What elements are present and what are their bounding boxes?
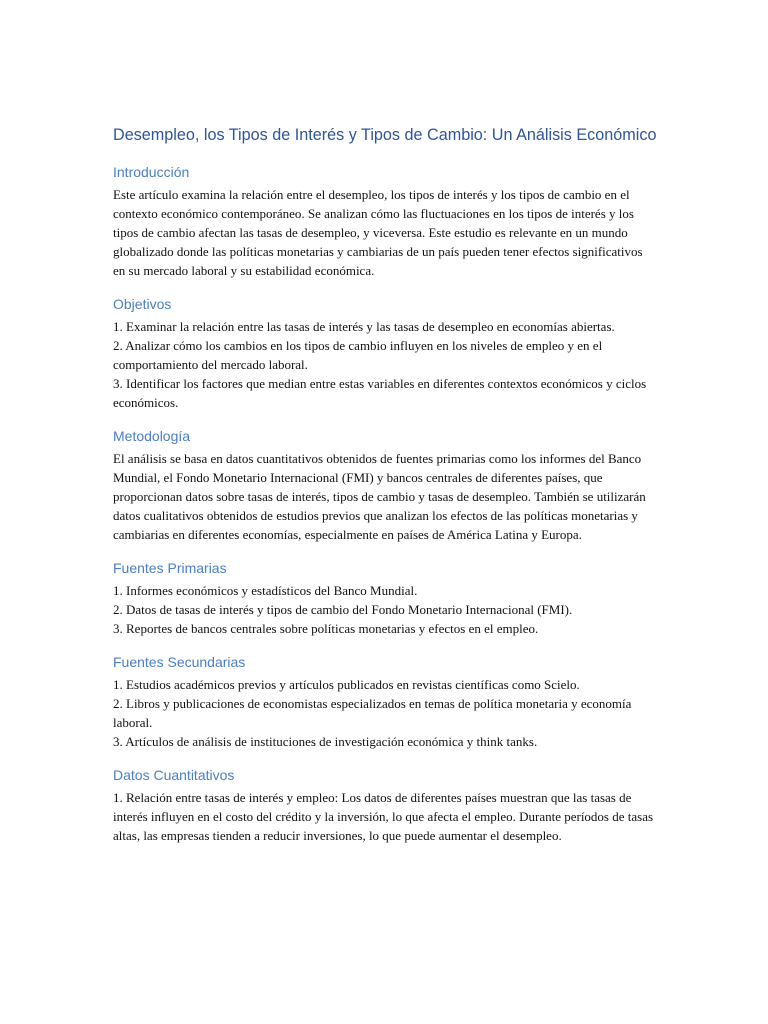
paragraph-datos-cuantitativos: 1. Relación entre tasas de interés y empleo: Los datos de diferentes países muestran que las tasas de interés influyen en el costo del crédito y la inversión, lo que afecta el empleo. Durante períodos de tasas altas, las empresas tienden a reducir inversiones, lo que puede aumentar el desempleo. (113, 790, 654, 843)
section-introduccion (113, 161, 658, 280)
document-body (113, 123, 658, 858)
section-heading-fuentes-secundarias: Fuentes Secundarias (113, 654, 246, 670)
section-heading-fuentes-primarias: Fuentes Primarias (113, 560, 227, 576)
list-item: 3. Artículos de análisis de instituciones de investigación económica y think tanks. (113, 734, 538, 749)
fuentes-secundarias-list (113, 675, 658, 751)
section-heading-metodologia: Metodología (113, 428, 191, 444)
section-heading-introduccion: Introducción (113, 164, 190, 180)
section-fuentes-secundarias (113, 651, 658, 751)
list-item: 1. Informes económicos y estadísticos del Banco Mundial. (113, 583, 418, 598)
section-metodologia (113, 425, 658, 544)
section-fuentes-primarias (113, 557, 658, 638)
fuentes-primarias-list (113, 581, 658, 638)
list-item: 2. Datos de tasas de interés y tipos de cambio del Fondo Monetario Internacional (FMI). (113, 602, 573, 617)
list-item: 3. Reportes de bancos centrales sobre políticas monetarias y efectos en el empleo. (113, 621, 539, 636)
paragraph-introduccion: Este artículo examina la relación entre el desempleo, los tipos de interés y los tipos de cambio en el contexto económico contemporáneo. Se analizan cómo las fluctuaciones en los tipos de interés y los tipos de cambio afectan las tasas de desempleo, y viceversa. Este estudio es relevante en un mundo globalizado donde las políticas monetarias y cambiarias de un país pueden tener efectos significativos en su mercado laboral y su estabilidad económica. (113, 187, 643, 278)
paragraph-metodologia: El análisis se basa en datos cuantitativos obtenidos de fuentes primarias como los informes del Banco Mundial, el Fondo Monetario Internacional (FMI) y bancos centrales de diferentes países, que proporcionan datos sobre tasas de interés, tipos de cambio y tasas de desempleo. También se utilizarán datos cualitativos obtenidos de estudios previos que analizan los efectos de las políticas monetarias y cambiarias en diferentes economías, especialmente en países de América Latina y Europa. (113, 451, 646, 542)
section-heading-datos-cuantitativos: Datos Cuantitativos (113, 767, 235, 783)
document-title: Desempleo, los Tipos de Interés y Tipos de Cambio: Un Análisis Económico (113, 126, 657, 144)
list-item: 2. Analizar cómo los cambios en los tipos de cambio influyen en los niveles de empleo y en el comportamiento del mercado laboral. (113, 338, 603, 372)
list-item: 3. Identificar los factores que median entre estas variables en diferentes contextos económicos y ciclos económicos. (113, 376, 647, 410)
list-item: 1. Estudios académicos previos y artículos publicados en revistas científicas como Scielo. (113, 677, 580, 692)
section-heading-objetivos: Objetivos (113, 296, 172, 312)
section-objetivos (113, 293, 658, 412)
section-datos-cuantitativos (113, 764, 658, 845)
objetivos-list (113, 317, 658, 412)
list-item: 2. Libros y publicaciones de economistas especializados en temas de política monetaria y economía laboral. (113, 696, 632, 730)
list-item: 1. Examinar la relación entre las tasas de interés y las tasas de desempleo en economías abiertas. (113, 319, 615, 334)
